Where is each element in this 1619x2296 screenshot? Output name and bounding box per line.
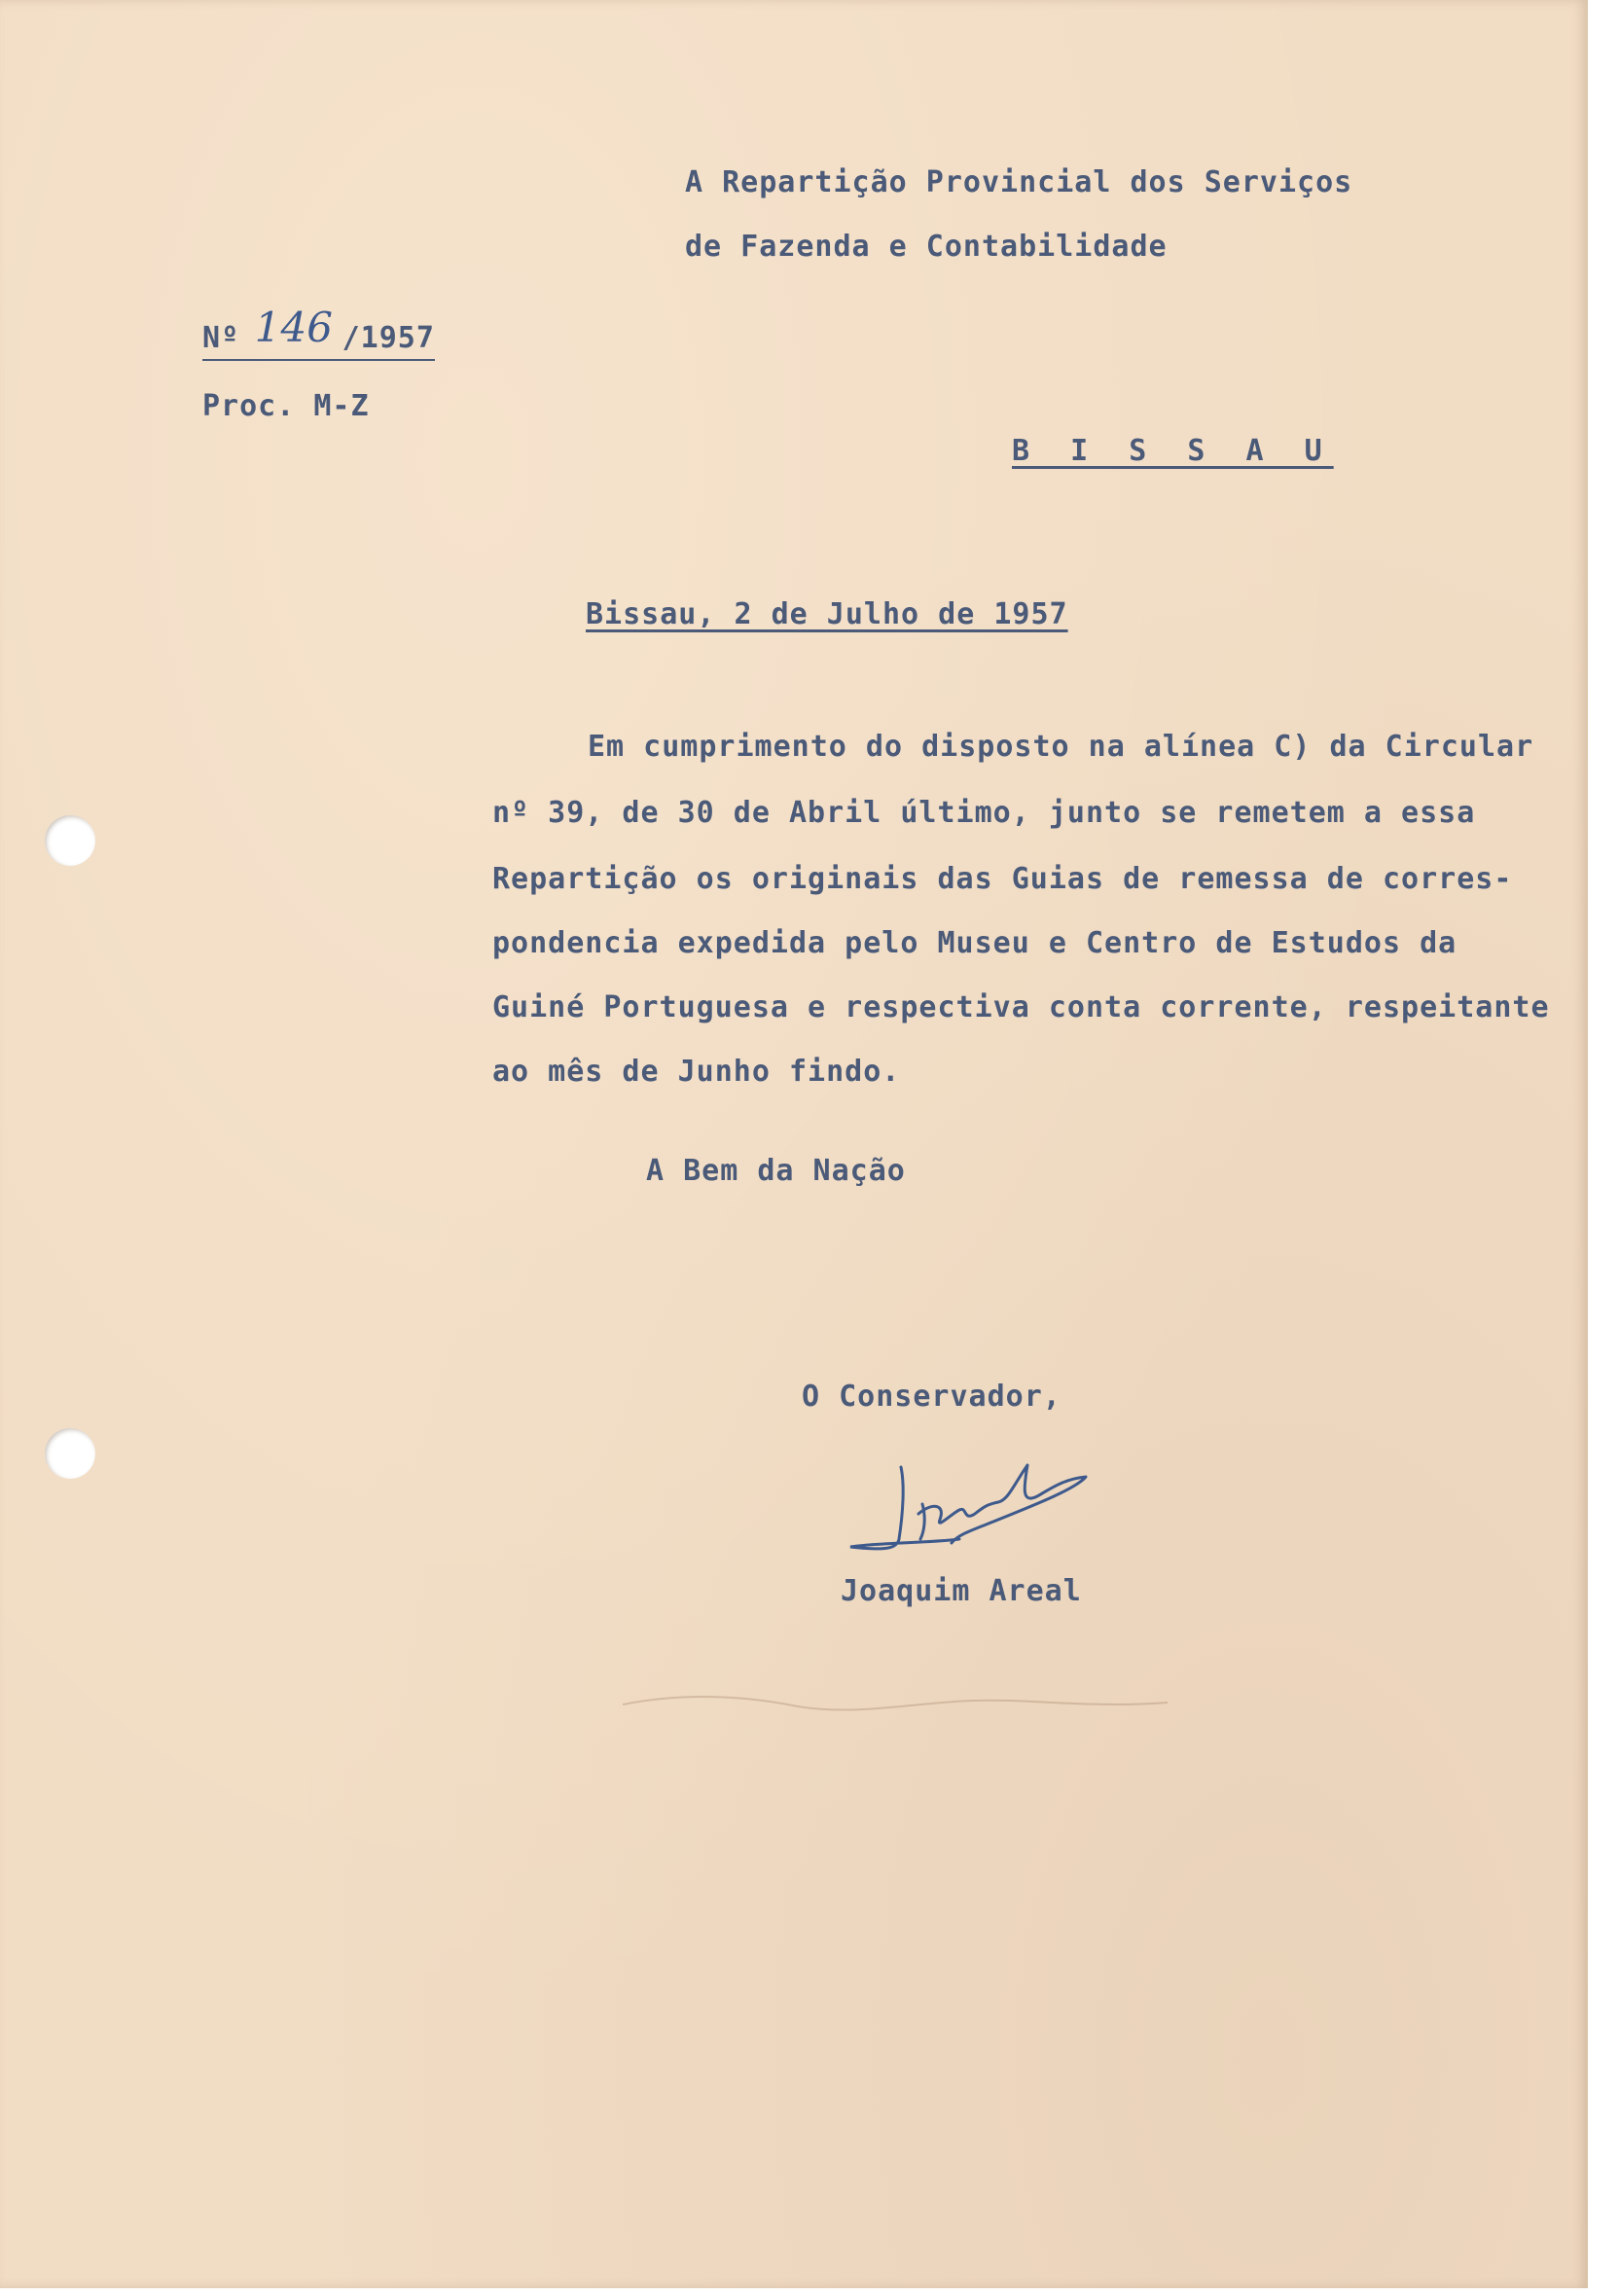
destination: B I S S A U bbox=[1012, 434, 1334, 468]
reference-handwritten-number: 146 bbox=[254, 304, 333, 351]
body-line-2: nº 39, de 30 de Abril último, junto se remetem a essa bbox=[492, 796, 1476, 830]
body-line-1: Em cumprimento do disposto na alínea C) da Circular bbox=[588, 730, 1534, 764]
date-line: Bissau, 2 de Julho de 1957 bbox=[586, 597, 1068, 631]
body-line-5: Guiné Portuguesa e respectiva conta corrente, respeitante bbox=[492, 990, 1550, 1024]
reference-number bbox=[202, 304, 435, 361]
addressee-line-1: A Repartição Provincial dos Serviços bbox=[685, 165, 1353, 199]
process-code: Proc. M-Z bbox=[202, 389, 370, 423]
signatory-name: Joaquim Areal bbox=[841, 1574, 1082, 1608]
punch-hole-bottom bbox=[45, 1428, 95, 1479]
body-line-4: pondencia expedida pelo Museu e Centro de Estudos da bbox=[492, 926, 1457, 960]
handwritten-signature bbox=[843, 1446, 1115, 1572]
body-line-6: ao mês de Junho findo. bbox=[492, 1055, 901, 1089]
reference-year: /1957 bbox=[342, 321, 435, 355]
punch-hole-top bbox=[45, 815, 95, 866]
addressee-line-2: de Fazenda e Contabilidade bbox=[685, 230, 1168, 264]
paper-crease-mark bbox=[623, 1683, 1168, 1722]
signatory-title: O Conservador, bbox=[802, 1380, 1061, 1414]
reference-prefix: Nº bbox=[202, 321, 240, 355]
body-line-3: Repartição os originais das Guias de remessa de corres- bbox=[492, 862, 1513, 896]
closing-salutation: A Bem da Nação bbox=[646, 1154, 906, 1188]
